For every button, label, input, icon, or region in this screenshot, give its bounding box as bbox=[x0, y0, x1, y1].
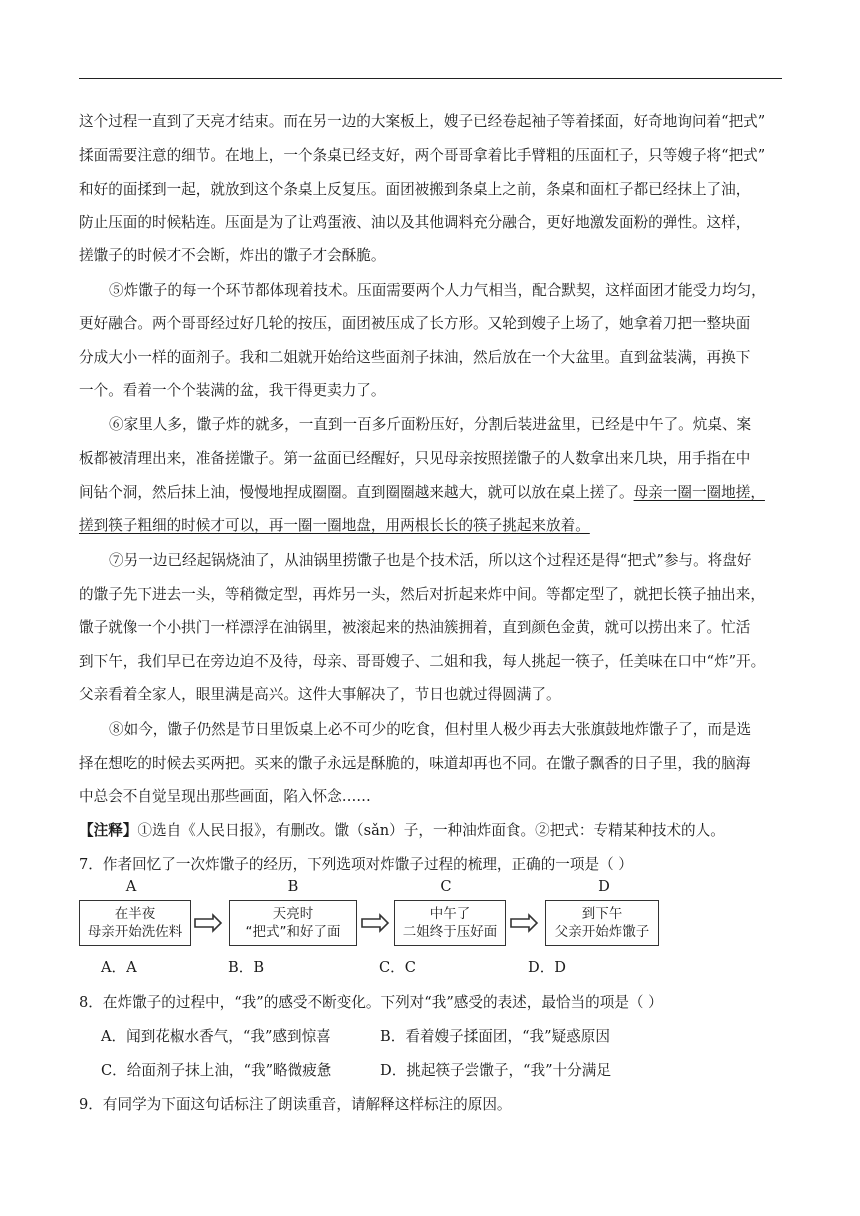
q8-option-b[interactable]: B．看着嫂子揉面团，“我”疑惑原因 bbox=[380, 1028, 610, 1045]
passage-line: 防止压面的时候粘连。压面是为了让鸡蛋液、油以及其他调料充分融合，更好地激发面粉的弹性。这样， bbox=[79, 214, 751, 231]
passage-line: 这个过程一直到了天亮才结束。而在另一边的大案板上，嫂子已经卷起袖子等着揉面，好奇地询问着“把式” bbox=[79, 113, 766, 130]
flow-box-c-line1: 中午了 bbox=[429, 906, 471, 922]
q7-option-b[interactable]: B．B bbox=[228, 959, 265, 976]
passage-line: 择在想吃的时候去买两把。买来的馓子永远是酥脆的，味道却再也不同。在馓子飘香的日子里，我的脑海 bbox=[79, 755, 751, 772]
paragraph-6-start: ⑥家里人多，馓子炸的就多，一直到一百多斤面粉压好，分割后装进盆里，已经是中午了。炕桌、案 bbox=[109, 416, 752, 433]
flow-box-c bbox=[394, 900, 506, 946]
q8-option-c[interactable]: C．给面剂子抹上油，“我”略微疲惫 bbox=[101, 1062, 332, 1079]
underlined-sentence: 搓到筷子粗细的时候才可以，再一圈一圈地盘，用两根长长的筷子挑起来放着。 bbox=[79, 517, 590, 534]
question-7-stem: 7．作者回忆了一次炸馓子的经历，下列选项对炸馓子过程的梳理，正确的一项是（ ） bbox=[79, 856, 633, 873]
flow-box-b bbox=[229, 900, 357, 946]
arrow-right-icon bbox=[193, 913, 223, 933]
q7-option-c[interactable]: C．C bbox=[379, 959, 416, 976]
passage-line: 更好融合。两个哥哥经过好几轮的按压，面团被压成了长方形。又轮到嫂子上场了，她拿着刀把一整块面 bbox=[79, 315, 751, 332]
passage-line: 和好的面揉到一起，就放到这个条桌上反复压。面团被搬到条桌上之前，条桌和面杠子都已经抹上了油， bbox=[79, 181, 751, 198]
flow-box-b-line1: 天亮时 bbox=[272, 906, 314, 922]
flow-box-d-line2: 父亲开始炸馓子 bbox=[554, 924, 650, 940]
note-text: ①选自《人民日报》，有删改。馓（sǎn）子，一种油炸面食。②把式：专精某种技术的人。 bbox=[137, 822, 725, 839]
flow-box-b-line2: “把式”和好了面 bbox=[245, 924, 341, 940]
flow-letter-a: A bbox=[125, 878, 137, 895]
flow-letter-c: C bbox=[440, 878, 452, 895]
passage-line: 板都被清理出来，准备搓馓子。第一盆面已经醒好，只见母亲按照搓馓子的人数拿出来几块，用手指在中 bbox=[79, 450, 751, 467]
flow-box-a bbox=[79, 900, 191, 946]
annotation-note bbox=[79, 821, 725, 841]
paragraph-5-start: ⑤炸馓子的每一个环节都体现着技术。压面需要两个人力气相当，配合默契，这样面团才能受力均匀， bbox=[109, 282, 766, 299]
underlined-sentence: 母亲一圈一圈地搓， bbox=[633, 484, 765, 501]
passage-line: 到下午，我们早已在旁边迫不及待，母亲、哥哥嫂子、二姐和我，每人挑起一筷子，任美味在口中“炸”开。 bbox=[79, 653, 766, 670]
passage-line: 中总会不自觉呈现出那些画面，陷入怀念…… bbox=[79, 788, 371, 805]
flow-box-c-line2: 二姐终于压好面 bbox=[402, 924, 498, 940]
note-label: 【注释】 bbox=[79, 822, 138, 839]
header-rule bbox=[79, 78, 782, 79]
flow-box-a-line2: 母亲开始洗佐料 bbox=[87, 924, 183, 940]
question-9-stem: 9．有同学为下面这句话标注了朗读重音，请解释这样标注的原因。 bbox=[79, 1096, 512, 1113]
passage-line bbox=[79, 483, 765, 503]
flow-letter-b: B bbox=[287, 878, 299, 895]
arrow-right-icon bbox=[509, 913, 539, 933]
q7-option-d[interactable]: D．D bbox=[528, 959, 566, 976]
passage-text: 间钻个洞，然后抹上油，慢慢地捏成圈圈。直到圈圈越来越大，就可以放在桌上搓了。 bbox=[79, 484, 634, 501]
arrow-right-icon bbox=[360, 913, 390, 933]
question-8-stem: 8．在炸馓子的过程中，“我”的感受不断变化。下列对“我”感受的表述，最恰当的项是（ ） bbox=[79, 994, 663, 1011]
q8-option-d[interactable]: D．挑起筷子尝馓子，“我”十分满足 bbox=[380, 1062, 611, 1079]
passage-line: 父亲看着全家人，眼里满是高兴。这件大事解决了，节日也就过得圆满了。 bbox=[79, 686, 561, 703]
passage-line bbox=[79, 516, 590, 536]
flow-box-a-line1: 在半夜 bbox=[114, 906, 156, 922]
flow-box-d-line1: 到下午 bbox=[581, 906, 623, 922]
paragraph-8-start: ⑧如今，馓子仍然是节日里饭桌上必不可少的吃食，但村里人极少再去大张旗鼓地炸馓子了，而是选 bbox=[109, 721, 752, 738]
flow-letter-d: D bbox=[598, 878, 610, 895]
passage-line: 搓馓子的时候才不会断，炸出的馓子才会酥脆。 bbox=[79, 247, 386, 264]
flow-box-d bbox=[545, 900, 659, 946]
paragraph-7-start: ⑦另一边已经起锅烧油了，从油锅里捞馓子也是个技术活，所以这个过程还是得“把式”参与。将盘好 bbox=[109, 552, 752, 569]
q8-option-a[interactable]: A．闻到花椒水香气，“我”感到惊喜 bbox=[101, 1028, 331, 1045]
passage-line: 揉面需要注意的细节。在地上，一个条桌已经支好，两个哥哥拿着比手臂粗的压面杠子，只等嫂子将“把式” bbox=[79, 147, 766, 164]
passage-line: 馓子就像一个小拱门一样漂浮在油锅里，被滚起来的热油簇拥着，直到颜色金黄，就可以捞出来了。忙活 bbox=[79, 619, 751, 636]
passage-line: 分成大小一样的面剂子。我和二姐就开始给这些面剂子抹油，然后放在一个大盆里。直到盆装满，再换下 bbox=[79, 349, 751, 366]
q7-option-a[interactable]: A．A bbox=[101, 959, 137, 976]
passage-line: 的馓子先下进去一头，等稍微定型，再炸另一头，然后对折起来炸中间。等都定型了，就把长筷子抽出来， bbox=[79, 586, 765, 603]
passage-line: 一个。看着一个个装满的盆，我干得更卖力了。 bbox=[79, 382, 386, 399]
